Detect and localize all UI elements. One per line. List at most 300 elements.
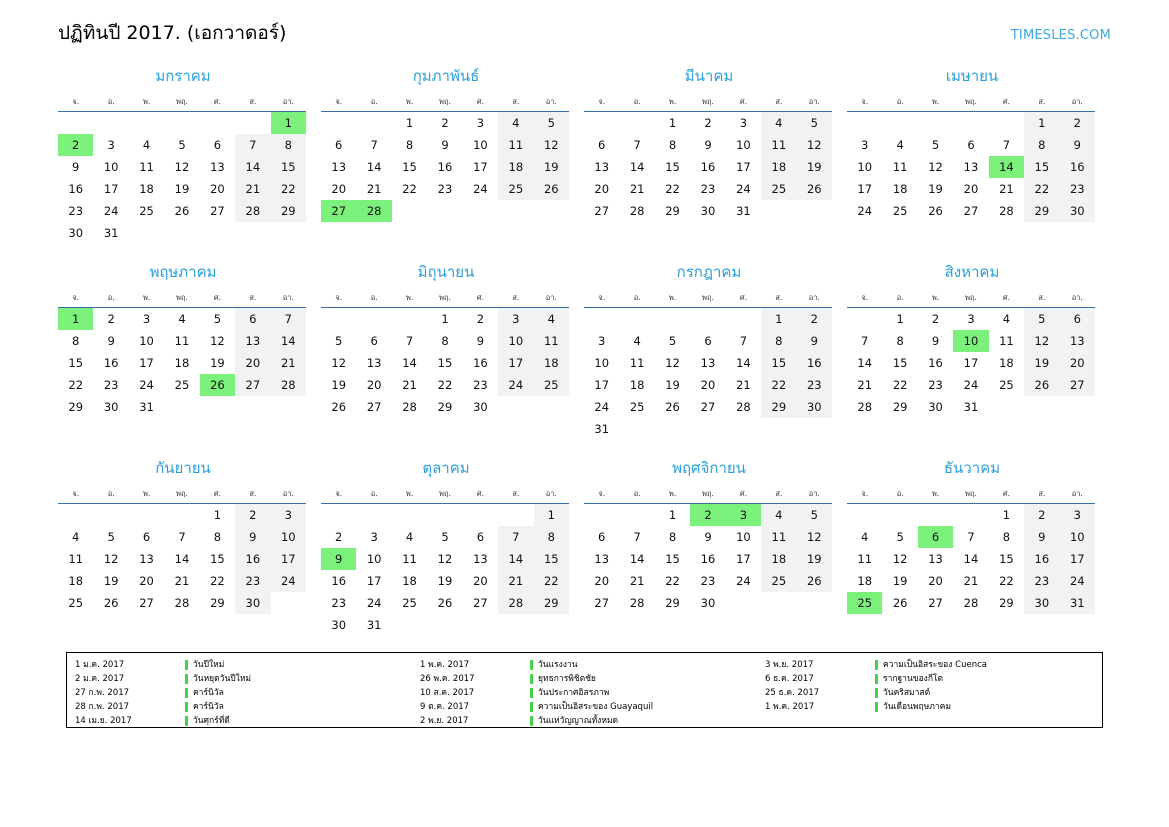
day-cell[interactable] [953, 592, 988, 614]
day-cell[interactable] [200, 374, 235, 396]
day-cell[interactable] [761, 374, 796, 396]
day-cell[interactable] [58, 352, 93, 374]
day-cell[interactable] [271, 548, 306, 570]
day-cell[interactable] [498, 134, 533, 156]
day-cell[interactable] [797, 352, 832, 374]
day-cell[interactable] [321, 352, 356, 374]
day-cell[interactable] [356, 396, 391, 418]
day-cell[interactable] [584, 570, 619, 592]
day-cell[interactable] [655, 134, 690, 156]
day-cell[interactable] [989, 134, 1024, 156]
day-cell[interactable] [463, 330, 498, 352]
day-cell[interactable] [164, 134, 199, 156]
day-cell[interactable] [882, 156, 917, 178]
day-cell[interactable] [690, 374, 725, 396]
day-cell[interactable] [164, 156, 199, 178]
day-cell[interactable] [761, 504, 796, 527]
day-cell[interactable] [1024, 526, 1059, 548]
day-cell[interactable] [235, 134, 270, 156]
day-cell[interactable] [235, 308, 270, 331]
day-cell[interactable] [271, 200, 306, 222]
day-cell[interactable] [797, 504, 832, 527]
day-cell[interactable] [392, 178, 427, 200]
day-cell[interactable] [797, 308, 832, 331]
day-cell[interactable] [164, 374, 199, 396]
day-cell[interactable] [1060, 570, 1095, 592]
day-cell[interactable] [321, 570, 356, 592]
day-cell[interactable] [235, 352, 270, 374]
day-cell[interactable] [129, 526, 164, 548]
day-cell[interactable] [761, 352, 796, 374]
day-cell[interactable] [93, 330, 128, 352]
day-cell[interactable] [655, 178, 690, 200]
day-cell[interactable] [93, 308, 128, 331]
day-cell[interactable] [321, 156, 356, 178]
day-cell[interactable] [918, 570, 953, 592]
day-cell[interactable] [392, 156, 427, 178]
day-cell[interactable] [619, 592, 654, 614]
day-cell[interactable] [427, 178, 462, 200]
day-cell[interactable] [655, 200, 690, 222]
day-cell[interactable] [726, 200, 761, 222]
day-cell[interactable] [235, 330, 270, 352]
day-cell[interactable] [989, 526, 1024, 548]
day-cell[interactable] [427, 134, 462, 156]
day-cell[interactable] [534, 570, 569, 592]
day-cell[interactable] [655, 548, 690, 570]
day-cell[interactable] [427, 352, 462, 374]
day-cell[interactable] [989, 570, 1024, 592]
day-cell[interactable] [200, 156, 235, 178]
day-cell[interactable] [321, 396, 356, 418]
day-cell[interactable] [882, 308, 917, 331]
day-cell[interactable] [200, 330, 235, 352]
day-cell[interactable] [427, 396, 462, 418]
day-cell[interactable] [1060, 200, 1095, 222]
day-cell[interactable] [1024, 548, 1059, 570]
day-cell[interactable] [356, 178, 391, 200]
day-cell[interactable] [392, 352, 427, 374]
day-cell[interactable] [93, 156, 128, 178]
day-cell[interactable] [427, 308, 462, 331]
day-cell[interactable] [321, 200, 356, 222]
day-cell[interactable] [129, 134, 164, 156]
day-cell[interactable] [164, 352, 199, 374]
day-cell[interactable] [584, 178, 619, 200]
day-cell[interactable] [93, 222, 128, 244]
day-cell[interactable] [1024, 134, 1059, 156]
day-cell[interactable] [164, 308, 199, 331]
day-cell[interactable] [797, 178, 832, 200]
day-cell[interactable] [463, 570, 498, 592]
day-cell[interactable] [93, 374, 128, 396]
day-cell[interactable] [690, 156, 725, 178]
day-cell[interactable] [882, 352, 917, 374]
day-cell[interactable] [761, 570, 796, 592]
day-cell[interactable] [918, 526, 953, 548]
day-cell[interactable] [619, 396, 654, 418]
day-cell[interactable] [882, 526, 917, 548]
day-cell[interactable] [655, 504, 690, 527]
day-cell[interactable] [918, 548, 953, 570]
day-cell[interactable] [271, 570, 306, 592]
day-cell[interactable] [271, 526, 306, 548]
day-cell[interactable] [498, 308, 533, 331]
day-cell[interactable] [584, 396, 619, 418]
day-cell[interactable] [463, 112, 498, 135]
day-cell[interactable] [584, 548, 619, 570]
day-cell[interactable] [690, 330, 725, 352]
day-cell[interactable] [847, 352, 882, 374]
day-cell[interactable] [1060, 134, 1095, 156]
day-cell[interactable] [619, 526, 654, 548]
day-cell[interactable] [918, 178, 953, 200]
day-cell[interactable] [989, 156, 1024, 178]
day-cell[interactable] [953, 308, 988, 331]
day-cell[interactable] [356, 614, 391, 636]
day-cell[interactable] [655, 570, 690, 592]
day-cell[interactable] [164, 526, 199, 548]
day-cell[interactable] [427, 570, 462, 592]
day-cell[interactable] [235, 504, 270, 527]
day-cell[interactable] [1024, 570, 1059, 592]
day-cell[interactable] [58, 308, 93, 331]
day-cell[interactable] [847, 526, 882, 548]
day-cell[interactable] [918, 374, 953, 396]
day-cell[interactable] [761, 330, 796, 352]
day-cell[interactable] [1060, 330, 1095, 352]
day-cell[interactable] [321, 614, 356, 636]
day-cell[interactable] [953, 526, 988, 548]
day-cell[interactable] [235, 178, 270, 200]
day-cell[interactable] [918, 156, 953, 178]
day-cell[interactable] [392, 570, 427, 592]
day-cell[interactable] [584, 352, 619, 374]
day-cell[interactable] [534, 352, 569, 374]
day-cell[interactable] [690, 570, 725, 592]
day-cell[interactable] [989, 200, 1024, 222]
day-cell[interactable] [427, 526, 462, 548]
day-cell[interactable] [882, 330, 917, 352]
day-cell[interactable] [847, 570, 882, 592]
day-cell[interactable] [271, 374, 306, 396]
day-cell[interactable] [619, 200, 654, 222]
day-cell[interactable] [797, 330, 832, 352]
day-cell[interactable] [129, 374, 164, 396]
day-cell[interactable] [463, 134, 498, 156]
day-cell[interactable] [58, 200, 93, 222]
day-cell[interactable] [498, 374, 533, 396]
day-cell[interactable] [93, 396, 128, 418]
day-cell[interactable] [164, 592, 199, 614]
day-cell[interactable] [584, 156, 619, 178]
day-cell[interactable] [953, 178, 988, 200]
day-cell[interactable] [129, 352, 164, 374]
day-cell[interactable] [726, 330, 761, 352]
day-cell[interactable] [321, 178, 356, 200]
day-cell[interactable] [129, 178, 164, 200]
day-cell[interactable] [58, 330, 93, 352]
day-cell[interactable] [427, 592, 462, 614]
day-cell[interactable] [847, 548, 882, 570]
day-cell[interactable] [953, 374, 988, 396]
day-cell[interactable] [726, 374, 761, 396]
day-cell[interactable] [1060, 374, 1095, 396]
day-cell[interactable] [761, 178, 796, 200]
day-cell[interactable] [200, 134, 235, 156]
day-cell[interactable] [463, 308, 498, 331]
day-cell[interactable] [534, 112, 569, 135]
day-cell[interactable] [498, 526, 533, 548]
day-cell[interactable] [655, 374, 690, 396]
day-cell[interactable] [129, 396, 164, 418]
day-cell[interactable] [534, 504, 569, 527]
day-cell[interactable] [797, 374, 832, 396]
day-cell[interactable] [690, 548, 725, 570]
day-cell[interactable] [989, 352, 1024, 374]
day-cell[interactable] [129, 548, 164, 570]
day-cell[interactable] [918, 308, 953, 331]
day-cell[interactable] [619, 156, 654, 178]
day-cell[interactable] [989, 548, 1024, 570]
day-cell[interactable] [129, 570, 164, 592]
day-cell[interactable] [726, 504, 761, 527]
day-cell[interactable] [761, 548, 796, 570]
day-cell[interactable] [690, 134, 725, 156]
day-cell[interactable] [619, 330, 654, 352]
day-cell[interactable] [847, 330, 882, 352]
day-cell[interactable] [690, 592, 725, 614]
day-cell[interactable] [655, 112, 690, 135]
day-cell[interactable] [534, 374, 569, 396]
day-cell[interactable] [690, 178, 725, 200]
day-cell[interactable] [463, 156, 498, 178]
day-cell[interactable] [93, 548, 128, 570]
day-cell[interactable] [584, 200, 619, 222]
day-cell[interactable] [58, 178, 93, 200]
day-cell[interactable] [271, 330, 306, 352]
day-cell[interactable] [498, 548, 533, 570]
day-cell[interactable] [797, 156, 832, 178]
day-cell[interactable] [1024, 112, 1059, 135]
day-cell[interactable] [882, 396, 917, 418]
day-cell[interactable] [761, 134, 796, 156]
day-cell[interactable] [463, 352, 498, 374]
day-cell[interactable] [655, 526, 690, 548]
day-cell[interactable] [690, 526, 725, 548]
day-cell[interactable] [93, 592, 128, 614]
day-cell[interactable] [392, 592, 427, 614]
day-cell[interactable] [129, 330, 164, 352]
day-cell[interactable] [953, 352, 988, 374]
day-cell[interactable] [655, 352, 690, 374]
day-cell[interactable] [847, 178, 882, 200]
day-cell[interactable] [356, 548, 391, 570]
day-cell[interactable] [58, 592, 93, 614]
day-cell[interactable] [93, 134, 128, 156]
day-cell[interactable] [953, 134, 988, 156]
day-cell[interactable] [93, 352, 128, 374]
day-cell[interactable] [392, 548, 427, 570]
day-cell[interactable] [918, 134, 953, 156]
day-cell[interactable] [235, 200, 270, 222]
day-cell[interactable] [93, 178, 128, 200]
day-cell[interactable] [761, 156, 796, 178]
day-cell[interactable] [690, 112, 725, 135]
day-cell[interactable] [797, 548, 832, 570]
day-cell[interactable] [321, 592, 356, 614]
day-cell[interactable] [392, 396, 427, 418]
day-cell[interactable] [953, 200, 988, 222]
day-cell[interactable] [129, 156, 164, 178]
day-cell[interactable] [200, 308, 235, 331]
day-cell[interactable] [882, 178, 917, 200]
day-cell[interactable] [1060, 592, 1095, 614]
day-cell[interactable] [235, 592, 270, 614]
day-cell[interactable] [427, 330, 462, 352]
day-cell[interactable] [200, 526, 235, 548]
day-cell[interactable] [726, 134, 761, 156]
day-cell[interactable] [847, 156, 882, 178]
day-cell[interactable] [93, 526, 128, 548]
day-cell[interactable] [534, 308, 569, 331]
day-cell[interactable] [200, 592, 235, 614]
day-cell[interactable] [58, 526, 93, 548]
day-cell[interactable] [200, 548, 235, 570]
day-cell[interactable] [463, 374, 498, 396]
day-cell[interactable] [164, 330, 199, 352]
day-cell[interactable] [321, 526, 356, 548]
site-brand[interactable]: TIMESLES.COM [1010, 28, 1111, 43]
day-cell[interactable] [918, 396, 953, 418]
day-cell[interactable] [797, 396, 832, 418]
day-cell[interactable] [726, 178, 761, 200]
day-cell[interactable] [271, 178, 306, 200]
day-cell[interactable] [93, 570, 128, 592]
day-cell[interactable] [953, 396, 988, 418]
day-cell[interactable] [534, 178, 569, 200]
day-cell[interactable] [1060, 526, 1095, 548]
day-cell[interactable] [321, 374, 356, 396]
day-cell[interactable] [918, 200, 953, 222]
day-cell[interactable] [690, 396, 725, 418]
day-cell[interactable] [271, 352, 306, 374]
day-cell[interactable] [498, 156, 533, 178]
day-cell[interactable] [989, 308, 1024, 331]
day-cell[interactable] [584, 330, 619, 352]
day-cell[interactable] [463, 592, 498, 614]
day-cell[interactable] [726, 112, 761, 135]
day-cell[interactable] [726, 396, 761, 418]
day-cell[interactable] [164, 200, 199, 222]
day-cell[interactable] [690, 200, 725, 222]
day-cell[interactable] [584, 374, 619, 396]
day-cell[interactable] [321, 330, 356, 352]
day-cell[interactable] [1024, 592, 1059, 614]
day-cell[interactable] [427, 112, 462, 135]
day-cell[interactable] [392, 134, 427, 156]
day-cell[interactable] [1060, 548, 1095, 570]
day-cell[interactable] [271, 308, 306, 331]
day-cell[interactable] [463, 178, 498, 200]
day-cell[interactable] [847, 134, 882, 156]
day-cell[interactable] [882, 200, 917, 222]
day-cell[interactable] [392, 374, 427, 396]
day-cell[interactable] [953, 548, 988, 570]
day-cell[interactable] [847, 200, 882, 222]
day-cell[interactable] [797, 112, 832, 135]
day-cell[interactable] [918, 330, 953, 352]
day-cell[interactable] [498, 570, 533, 592]
day-cell[interactable] [619, 178, 654, 200]
day-cell[interactable] [847, 374, 882, 396]
day-cell[interactable] [356, 592, 391, 614]
day-cell[interactable] [619, 374, 654, 396]
day-cell[interactable] [1024, 156, 1059, 178]
day-cell[interactable] [129, 308, 164, 331]
day-cell[interactable] [1024, 374, 1059, 396]
day-cell[interactable] [392, 526, 427, 548]
day-cell[interactable] [321, 134, 356, 156]
day-cell[interactable] [427, 156, 462, 178]
day-cell[interactable] [271, 156, 306, 178]
day-cell[interactable] [93, 200, 128, 222]
day-cell[interactable] [129, 200, 164, 222]
day-cell[interactable] [1024, 330, 1059, 352]
day-cell[interactable] [761, 112, 796, 135]
day-cell[interactable] [498, 592, 533, 614]
day-cell[interactable] [655, 156, 690, 178]
day-cell[interactable] [584, 418, 619, 440]
day-cell[interactable] [726, 156, 761, 178]
day-cell[interactable] [463, 548, 498, 570]
day-cell[interactable] [200, 352, 235, 374]
day-cell[interactable] [200, 200, 235, 222]
day-cell[interactable] [356, 352, 391, 374]
day-cell[interactable] [356, 374, 391, 396]
day-cell[interactable] [953, 570, 988, 592]
day-cell[interactable] [1060, 352, 1095, 374]
day-cell[interactable] [989, 504, 1024, 527]
day-cell[interactable] [200, 178, 235, 200]
day-cell[interactable] [200, 504, 235, 527]
day-cell[interactable] [58, 156, 93, 178]
day-cell[interactable] [164, 178, 199, 200]
day-cell[interactable] [882, 134, 917, 156]
day-cell[interactable] [655, 592, 690, 614]
day-cell[interactable] [58, 396, 93, 418]
day-cell[interactable] [584, 134, 619, 156]
day-cell[interactable] [271, 504, 306, 527]
day-cell[interactable] [726, 570, 761, 592]
day-cell[interactable] [690, 352, 725, 374]
day-cell[interactable] [797, 570, 832, 592]
day-cell[interactable] [1060, 178, 1095, 200]
day-cell[interactable] [1060, 308, 1095, 331]
day-cell[interactable] [463, 396, 498, 418]
day-cell[interactable] [164, 570, 199, 592]
day-cell[interactable] [882, 570, 917, 592]
day-cell[interactable] [761, 396, 796, 418]
day-cell[interactable] [989, 374, 1024, 396]
day-cell[interactable] [534, 330, 569, 352]
day-cell[interactable] [534, 134, 569, 156]
day-cell[interactable] [918, 592, 953, 614]
day-cell[interactable] [989, 330, 1024, 352]
day-cell[interactable] [321, 548, 356, 570]
day-cell[interactable] [797, 526, 832, 548]
day-cell[interactable] [235, 156, 270, 178]
